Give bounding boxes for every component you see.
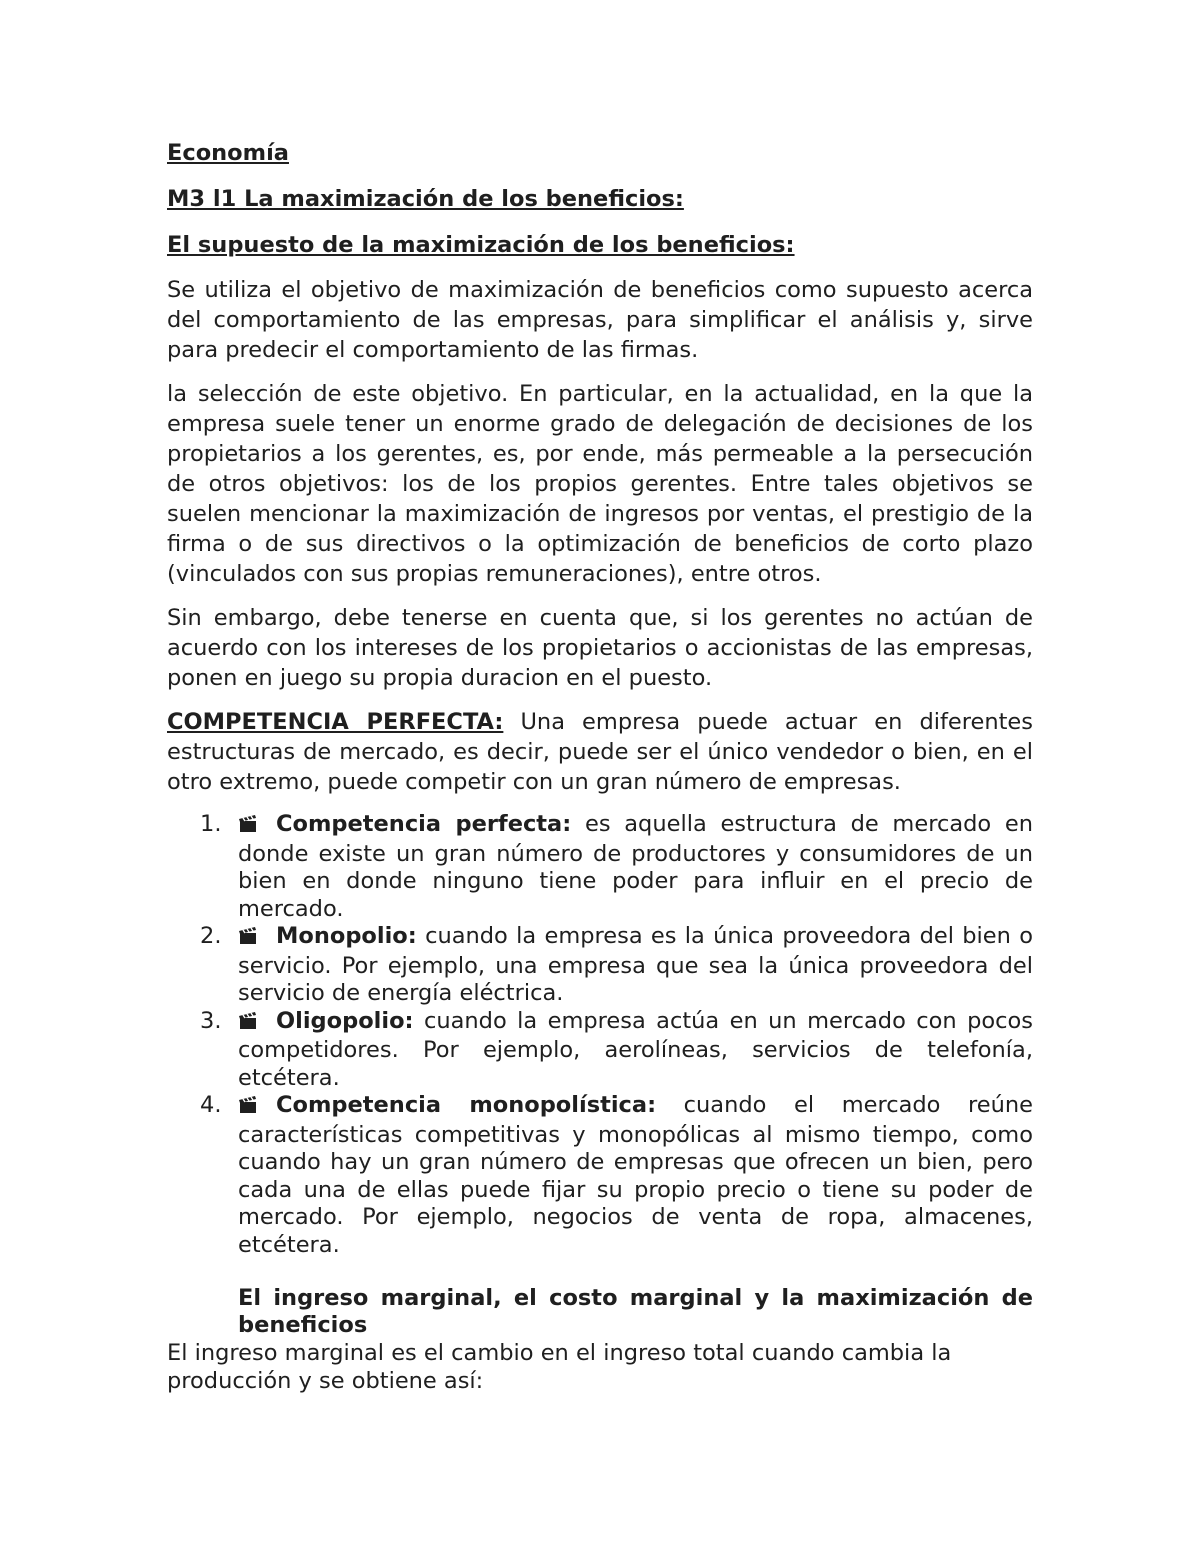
market-types-list [167, 811, 1033, 1259]
paragraph-1: Se utiliza el objetivo de maximización de beneficios como supuesto acerca del comportamiento de las empresas, para simplificar el análisis y, sirve para predecir el comportamiento de las firmas. [167, 277, 1033, 363]
list-number: 3. [200, 1007, 222, 1034]
list-number: 2. [200, 923, 222, 949]
list-number: 4. [200, 1092, 222, 1118]
list-item [167, 811, 1033, 923]
competencia-paragraph [167, 707, 1033, 797]
film-clapper-icon [238, 1094, 258, 1122]
competencia-lead: COMPETENCIA PERFECTA: [167, 709, 504, 735]
list-term: Oligopolio: [276, 1007, 414, 1034]
list-term: Competencia perfecta: [276, 811, 572, 837]
film-clapper-icon [238, 925, 258, 953]
paragraph-3: Sin embargo, debe tenerse en cuenta que, si los gerentes no actúan de acuerdo con los intereses de los propietarios o accionistas de las empresas, ponen en juego su propia duracion en el puesto. [167, 605, 1033, 691]
section-title: El supuesto de la maximización de los beneficios: [167, 232, 795, 258]
list-text: es aquella estructura de mercado en donde existe un gran número de productores y consumidores de un bien en donde ninguno tiene poder para influir en el precio de mercado. [238, 811, 1033, 922]
competencia-text: Una empresa puede actuar en diferentes estructuras de mercado, es decir, puede ser el único vendedor o bien, en el otro extremo, puede competir con un gran número de empresas. [167, 709, 1033, 795]
document-title: Economía [167, 140, 289, 166]
list-term: Competencia monopolística: [276, 1092, 657, 1118]
list-item [167, 1092, 1033, 1259]
list-term: Monopolio: [276, 923, 417, 949]
module-title: M3 l1 La maximización de los beneficios: [167, 186, 684, 212]
list-text: cuando la empresa es la única proveedora del bien o servicio. Por ejemplo, una empresa que sea la única proveedora del servicio de energía eléctrica. [238, 923, 1033, 1006]
paragraph-2: la selección de este objetivo. En particular, en la actualidad, en la que la empresa suele tener un enorme grado de delegación de decisiones de los propietarios a los gerentes, es, por ende, más permeable a la persecución de otros objetivos: los de los propios gerentes. Entre tales objetivos se suelen mencionar la maximización de ingresos por ventas, el prestigio de la firma o de sus directivos o la optimización de beneficios de corto plazo (vinculados con sus propias remuneraciones), entre otros. [167, 381, 1033, 587]
list-item [167, 1008, 1033, 1093]
final-paragraph: El ingreso marginal es el cambio en el ingreso total cuando cambia la producción y se obtiene así: [167, 1340, 952, 1394]
list-number: 1. [200, 811, 222, 837]
subheading: El ingreso marginal, el costo marginal y la maximización de beneficios [238, 1285, 1033, 1338]
film-clapper-icon [238, 813, 258, 841]
list-text: cuando la empresa actúa en un mercado con pocos competidores. Por ejemplo, aerolíneas, servicios de telefonía, etcétera. [238, 1007, 1033, 1091]
list-text: cuando el mercado reúne características competitivas y monopólicas al mismo tiempo, como cuando hay un gran número de empresas que ofrecen un bien, pero cada una de ellas puede fijar su propio precio o tiene su poder de mercado. Por ejemplo, negocios de venta de ropa, almacenes, etcétera. [238, 1092, 1033, 1258]
list-item [167, 923, 1033, 1008]
film-clapper-icon [238, 1010, 258, 1038]
document-body [167, 136, 1033, 1395]
